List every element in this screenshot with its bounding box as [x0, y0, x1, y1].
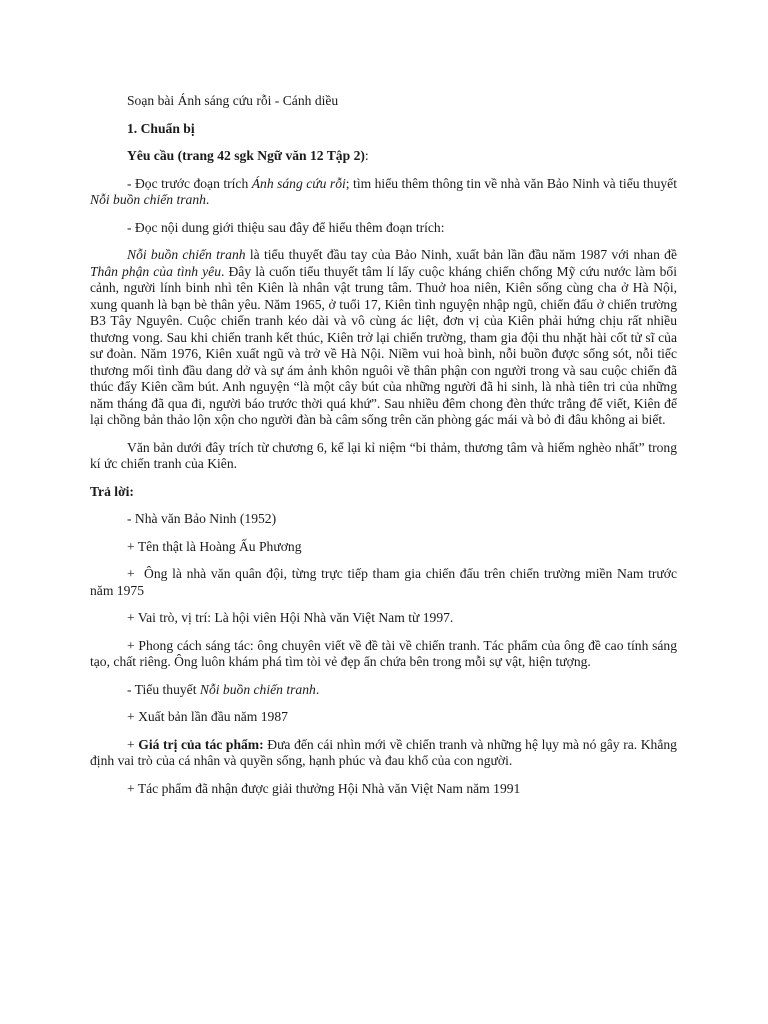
paragraph-read-excerpt: [90, 176, 677, 209]
text-run: .: [315, 681, 320, 697]
answer-item: [90, 709, 677, 726]
section-heading-text: 1. Chuẩn bị: [127, 120, 195, 136]
text-run: - Nhà văn Bảo Ninh (1952): [127, 511, 277, 526]
italic-run: Nỗi buồn chiến tranh: [199, 681, 316, 697]
answer-heading: [90, 484, 677, 501]
italic-run: Nỗi buồn chiến tranh: [90, 192, 206, 207]
italic-run: Ánh sáng cứu rỗi: [251, 175, 346, 191]
text-run: Văn bản dưới đây trích từ chương 6, kể lại kỉ niệm “bi thảm, thương tâm và hiếm nghèo nhất” trong kí ức chiến tranh của Kiên.: [90, 439, 677, 471]
text-run: Đưa đến cái nhìn mới về chiến tranh và những hệ lụy mà nó gây ra. Khẳng định vai trò của cá nhân và quyền sống, hạnh phúc và đau khổ của con người.: [90, 736, 677, 768]
answer-item: [90, 682, 677, 699]
answer-item: [90, 610, 677, 627]
answer-heading-text: Trả lời:: [90, 483, 134, 499]
paragraph-read-intro: [90, 220, 677, 237]
text-run: + Xuất bản lần đầu năm 1987: [127, 709, 288, 724]
document-title: [90, 93, 677, 110]
text-run: + Phong cách sáng tác: ông chuyên viết về đề tài về chiến tranh. Tác phẩm của ông đề cao tính sáng tạo, chất riêng. Ông luôn khám phá tìm tòi vẻ đẹp ẩn chứa bên trong mỗi sự vật, hiện tượng.: [90, 637, 677, 669]
request-colon: :: [364, 148, 369, 163]
answer-item: [90, 781, 677, 798]
answer-item: [90, 638, 677, 671]
text-run: - Tiểu thuyết: [127, 681, 200, 697]
section-heading: [90, 121, 677, 138]
answer-item: [90, 511, 677, 528]
italic-run: Thân phận của tình yêu: [90, 263, 222, 279]
text-run: + Ông là nhà văn quân đội, từng trực tiếp tham gia chiến đấu trên chiến trường miền Nam trước năm 1975: [90, 566, 681, 598]
answer-item: [90, 539, 677, 556]
text-run: + Tác phẩm đã nhận được giải thưởng Hội Nhà văn Việt Nam năm 1991: [127, 780, 521, 796]
text-run: là tiểu thuyết đầu tay của Bảo Ninh, xuất bản lần đầu năm 1987 với nhan đề: [245, 247, 678, 262]
paragraph-novel-intro: [90, 247, 677, 429]
answer-item: [90, 566, 681, 599]
text-run: ; tìm hiểu thêm thông tin về nhà văn Bảo Ninh và tiểu thuyết: [345, 175, 677, 191]
request-bold-text: Yêu cầu (trang 42 sgk Ngữ văn 12 Tập 2): [127, 148, 365, 163]
text-run: +: [127, 736, 139, 752]
italic-run: Nỗi buồn chiến tranh: [127, 247, 246, 262]
text-run: - Đọc trước đoạn trích: [127, 175, 252, 191]
document-body: [90, 93, 681, 808]
text-run: - Đọc nội dung giới thiệu sau đây để hiểu thêm đoạn trích:: [127, 219, 445, 235]
paragraph-excerpt-source: [90, 440, 677, 473]
answer-item: [90, 737, 677, 770]
text-run: . Đây là cuốn tiểu thuyết tâm lí lấy cuộc kháng chiến chống Mỹ cứu nước làm bối cảnh, người lính binh nhì tên Kiên là nhân vật trung tâm. Thuở hoa niên, Kiên sống cùng cha ở Hà Nội, xung quanh là bạn bè thân yêu. Năm 1965, ở tuổi 17, Kiên tình nguyện nhập ngũ, chiến đấu ở chiến trường B3 Tây Nguyên. Cuộc chiến tranh kéo dài và vô cùng ác liệt, đơn vị của Kiên phải hứng chịu rất nhiều thương vong. Sau khi chiến tranh kết thúc, Kiên trở lại chiến trường, tham gia đội thu nhặt hài cốt tử sĩ của sư đoàn. Năm 1976, Kiên xuất ngũ và trở về Hà Nội. Niềm vui hoà bình, nỗi buồn được sống sót, nỗi tiếc thương mối tình đầu dang dở và sự ám ảnh khôn nguôi về thân phận con người trong và sau cuộc chiến đã thúc đẩy Kiên cầm bút. Anh nguyện “là một cây bút của những người đã hi sinh, là nhà tiên tri của những năm tháng đã qua đi, người báo trước thời quá khứ”. Sau nhiều đêm chong đèn thức trắng để viết, Kiên để lại chồng bản thảo lộn xộn cho người đàn bà câm sống trên căn phòng gác mái và bỏ đi đâu không ai biết.: [90, 263, 678, 427]
text-run: + Tên thật là Hoàng Ấu Phương: [127, 538, 302, 554]
text-run: + Vai trò, vị trí: Là hội viên Hội Nhà văn Việt Nam từ 1997.: [127, 610, 454, 625]
bold-run: Giá trị của tác phẩm:: [138, 736, 264, 752]
request-line: [90, 148, 677, 165]
document-title-text: Soạn bài Ánh sáng cứu rỗi - Cánh diều: [127, 93, 339, 108]
text-run: .: [205, 192, 210, 207]
